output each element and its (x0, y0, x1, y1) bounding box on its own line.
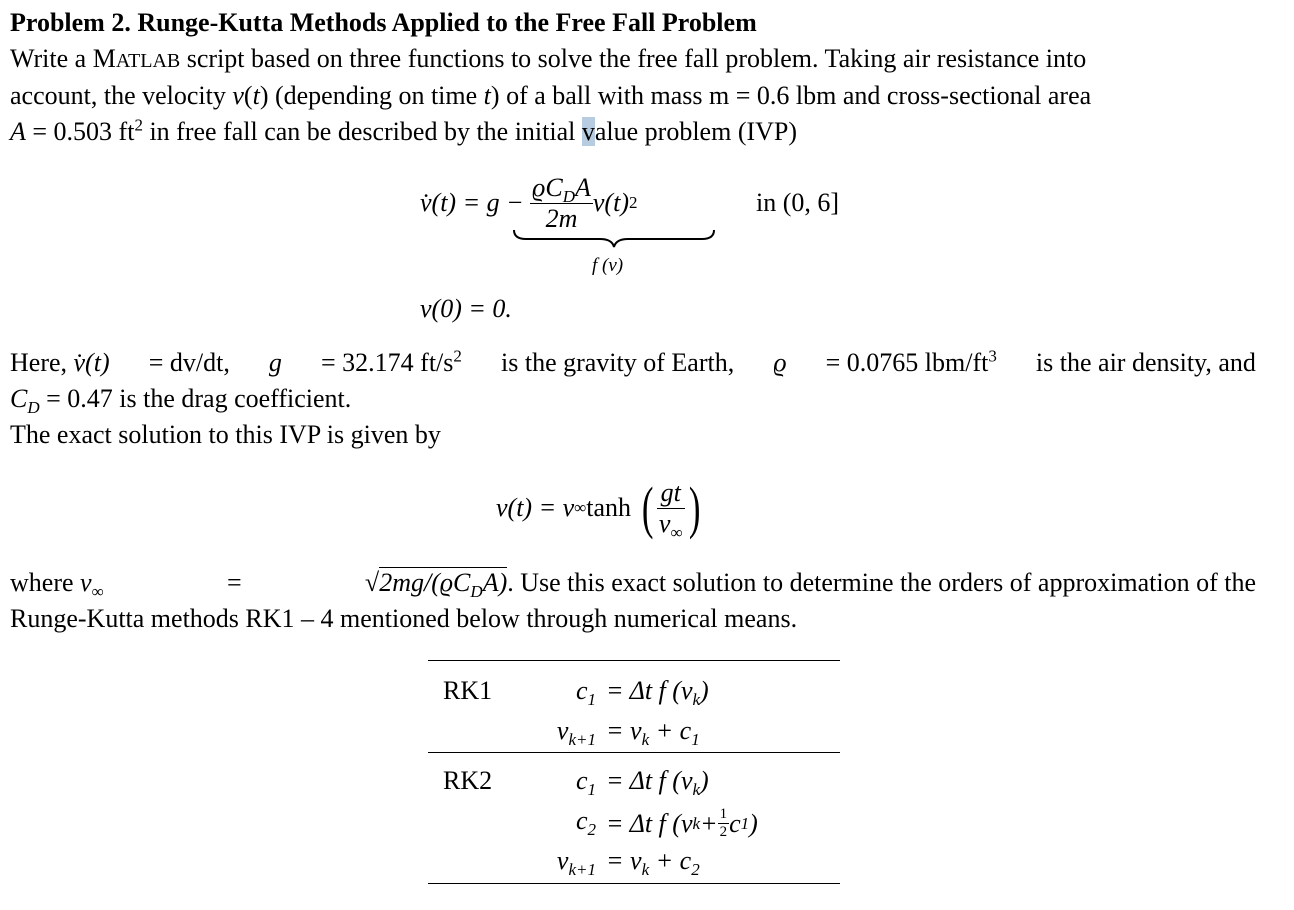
drag-coefficient-line: $C_D = 0.47$ is the drag coefficient. (10, 384, 352, 418)
problem-heading: Problem 2. Runge-Kutta Methods Applied to the Free Fall Problem (10, 8, 757, 37)
here-line: Here, v̇(t) = dv/dt, g = 32.174 $ft/s^2$ is the gravity of Earth, ϱ = 0.0765 lbm/$ft^3$ is the air density, and (10, 346, 1256, 377)
ode-equation: v̇(t) = g − $\frac{ϱC_DA}{2m}$ v(t) 2 (420, 172, 638, 233)
rk2-c2-rhs: = Δt f (v k + $\frac{1}{2}$ c 1 ) (606, 806, 758, 840)
highlighted-letter: v (581, 117, 595, 146)
intro-line-1: Write a MATLAB script based on three functions to solve the free fall problem. Taking air resistance into (10, 44, 1087, 73)
rk2-update-rhs: = $v_k + c_2$ (606, 846, 700, 880)
table-bottom-rule (428, 883, 840, 884)
rk2-update-lhs: $v_{k+1}$ (556, 846, 596, 880)
rk1-update-rhs: = $v_k + c_1$ (606, 716, 700, 750)
rk1-c1-lhs: $c_1$ (575, 676, 596, 710)
brace-label: f (v) (592, 255, 624, 276)
rk2-label: RK2 (443, 766, 493, 795)
table-top-rule (428, 660, 840, 661)
where-line: where $v_\infty$ = $√2mg/(ϱC_DA)$. Use this exact solution to determine the orders of approximation of the (10, 568, 1256, 602)
initial-condition: v(0) = 0. (420, 294, 512, 323)
exact-solution: v(t) = v ∞ tanh ( $\frac{gt}{v_\infty}$ ) (496, 475, 701, 542)
drag-fraction: $\frac{ϱC_DA}{2m}$ (532, 172, 591, 233)
rk1-c1-rhs: = Δt f $(v_k)$ (606, 676, 709, 710)
intro-line-3: A = 0.503 $ft^2$ in free fall can be described by the initial value problem (IVP) (10, 115, 798, 146)
exact-intro-line: The exact solution to this IVP is given by (10, 420, 441, 449)
rk2-c1-lhs: $c_1$ (575, 766, 596, 800)
underbrace (512, 228, 716, 250)
rk2-c2-lhs: $c_2$ (575, 806, 596, 840)
intro-line-2: account, the velocity v(t) (depending on time t) of a ball with mass m = 0.6 lbm and cross-sectional area (10, 81, 1092, 110)
where-line-2: Runge-Kutta methods RK1 – 4 mentioned below through numerical means. (10, 604, 798, 633)
table-mid-rule (428, 752, 840, 753)
ode-domain: in (0, 6] (756, 188, 840, 217)
rk1-label: RK1 (443, 676, 493, 705)
rk2-c1-rhs: = Δt f $(v_k)$ (606, 766, 709, 800)
rk1-update-lhs: $v_{k+1}$ (556, 716, 596, 750)
